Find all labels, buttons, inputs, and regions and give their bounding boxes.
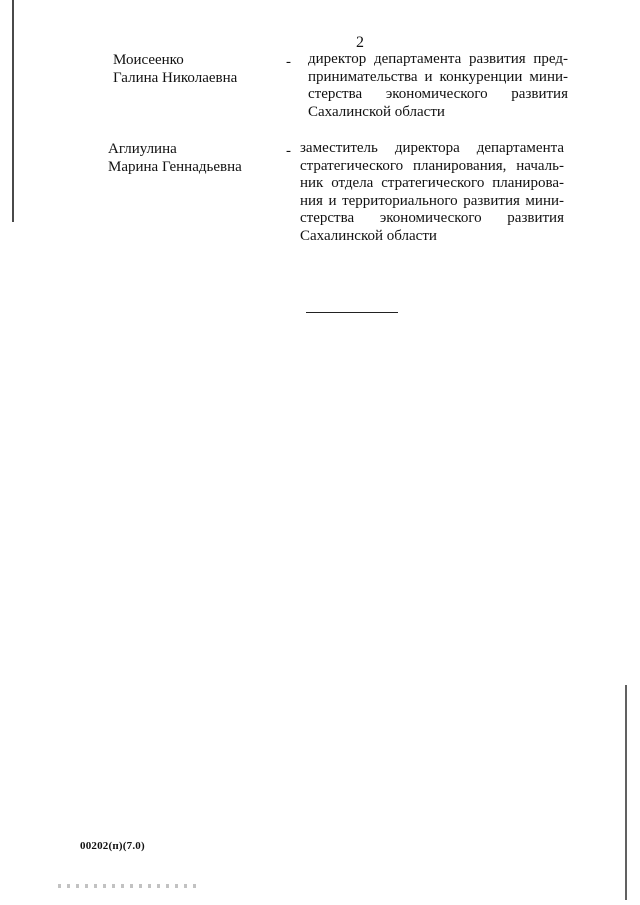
dash-separator: - [286,143,291,159]
position-line: принимательства и конкуренции мини- [308,68,568,85]
position-line: стерства экономического развития [308,86,568,102]
position-line: стратегического планирования, началь- [300,157,564,174]
person-name [108,140,242,176]
scan-edge-right [625,685,627,900]
position-line: ния и территориального развития мини- [300,192,564,209]
person-given-names: Галина Николаевна [113,70,238,86]
person-given-names: Марина Геннадьевна [108,159,242,175]
position-line: заместитель директора департамента [300,140,564,156]
scan-edge-left [12,0,14,222]
person-position [300,140,564,245]
document-code: 00202(п)(7.0) [80,840,145,852]
person-surname: Аглиулина [108,141,177,157]
scan-noise [58,884,198,888]
position-line: директор департамента развития пред- [308,51,568,67]
position-line: стерства экономического развития [300,210,564,226]
page-number: 2 [356,34,364,51]
position-line: Сахалинской области [308,103,445,120]
dash-separator: - [286,54,291,70]
person-surname: Моисеенко [113,52,184,68]
person-name [113,51,237,87]
position-line: Сахалинской области [300,227,437,244]
closing-separator-line [306,312,398,313]
position-line: ник отдела стратегического планирова- [300,175,564,191]
person-position [308,51,568,121]
